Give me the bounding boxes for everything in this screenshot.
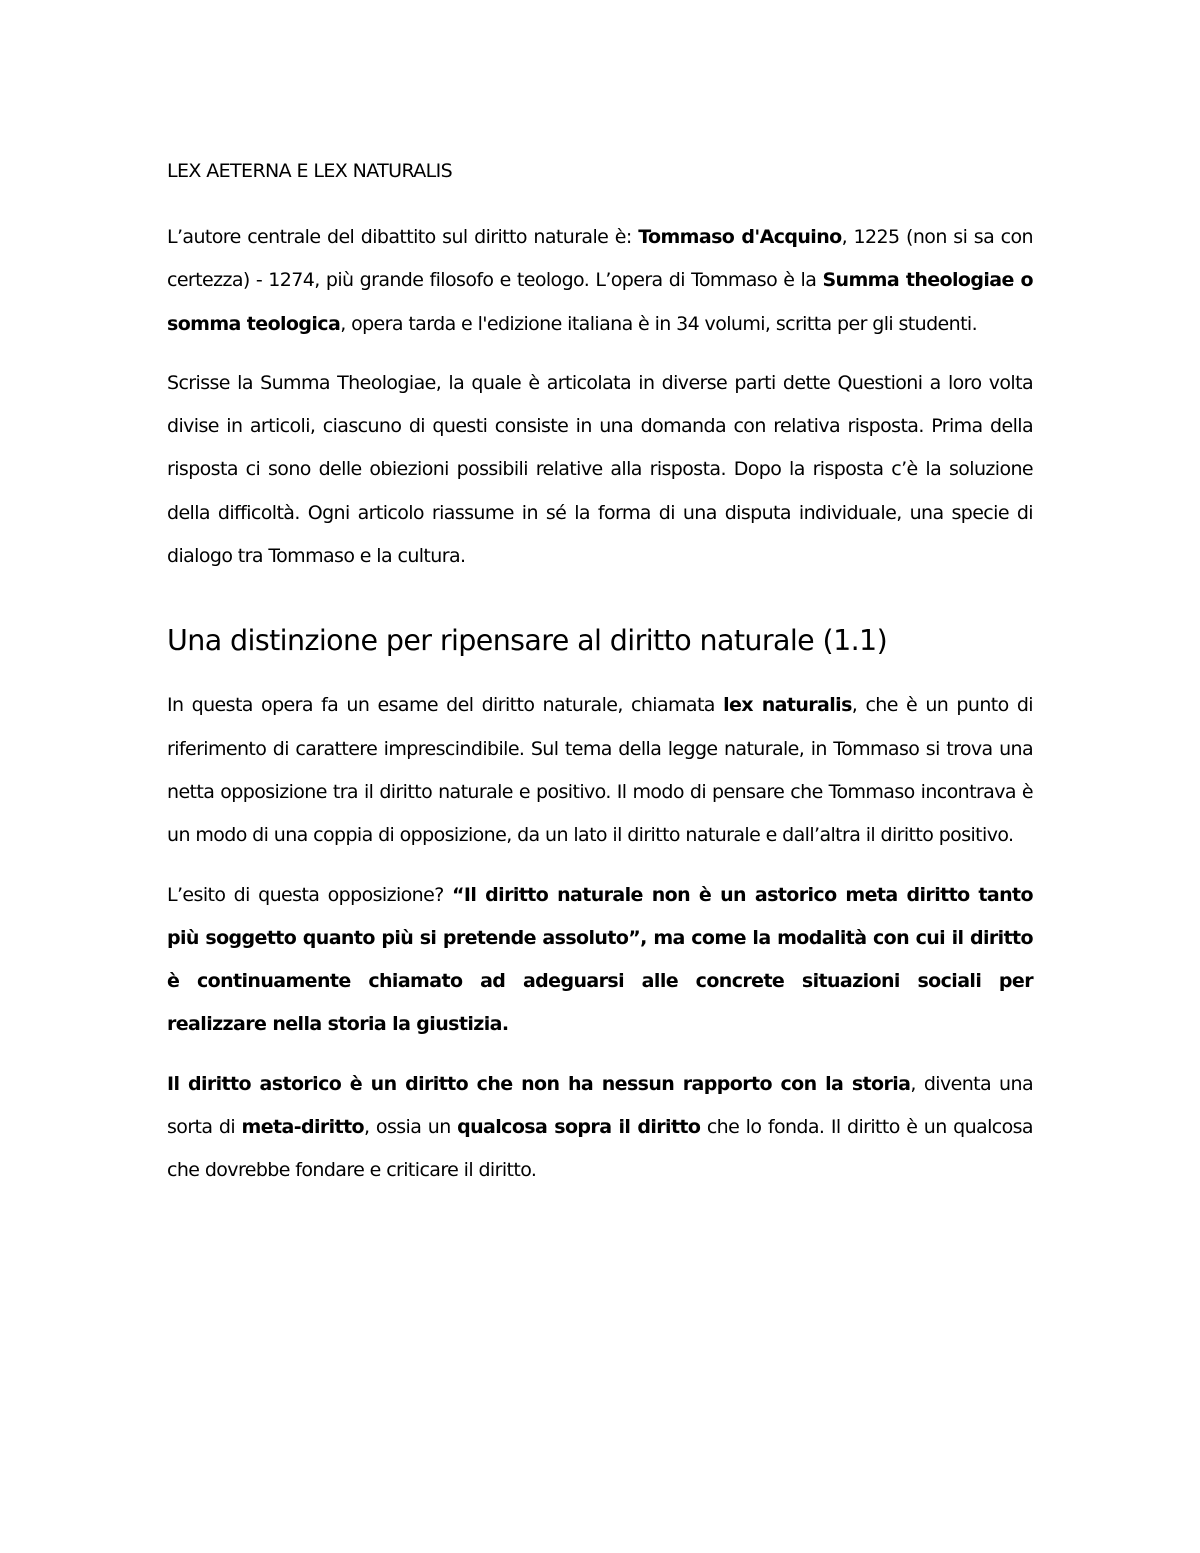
text-run: , diventa una sorta di [167,1072,1033,1139]
bold-text-run: Tommaso d'Acquino [638,226,842,248]
text-run: L’esito di questa opposizione? [167,883,453,906]
bold-text-run: “Il diritto naturale non è un astorico meta diritto tanto più soggetto quanto più si pretende assoluto”, ma come la modalità con cui il diritto è continuamente chiamato ad adeguarsi alle concrete situazioni sociali per realizzare nella storia la giustizia. [167,883,1033,1036]
text-run: che lo fonda. Il diritto è un qualcosa che dovrebbe fondare e criticare il diritto. [167,1116,1033,1182]
paragraph-opposizione [167,874,1033,1047]
paragraph-lex-naturalis [167,684,1033,857]
bold-text-run: Il diritto astorico è un diritto che non ha nessun rapporto con la storia [167,1072,911,1095]
text-run: , opera tarda e l'edizione italiana è in 34 volumi, scritta per gli studenti. [340,312,978,335]
bold-text-run: Summa theologiae o somma teologica [167,269,1034,335]
section-heading: Una distinzione per ripensare al diritto naturale (1.1) [167,624,888,658]
paragraph-summa-structure: Scrisse la Summa Theologiae, la quale è articolata in diverse parti dette Questioni a loro volta divise in articoli, ciascuno di questi consiste in una domanda con relativa risposta. Prima della risposta ci sono delle obiezioni possibili relative alla risposta. Dopo la risposta c’è la soluzione della difficoltà. Ogni articolo riassume in sé la forma di una disputa individuale, una specie di dialogo tra Tommaso e la cultura. [167,371,1033,568]
document-body [167,152,1033,1193]
document-title: LEX AETERNA E LEX NATURALIS [167,160,453,182]
bold-text-run: qualcosa sopra il diritto [457,1116,701,1139]
text-run: , 1225 (non si sa con certezza) - 1274, più grande filosofo e teologo. L’opera di Tommaso è la [167,226,1033,292]
text-run: L’autore centrale del dibattito sul diritto naturale è: [167,226,639,248]
paragraph-diritto-astorico [167,1063,1033,1193]
bold-text-run: meta-diritto [241,1116,365,1139]
bold-text-run: lex naturalis [723,694,852,717]
text-run: , ossia un [364,1116,458,1139]
paragraph-tommaso-intro [167,216,1033,346]
text-run: , che è un punto di riferimento di carattere imprescindibile. Sul tema della legge naturale, in Tommaso si trova una netta opposizione tra il diritto naturale e positivo. Il modo di pensare che Tommaso incontrava è un modo di una coppia di opposizione, da un lato il diritto naturale e dall’altra il diritto positivo. [167,694,1033,847]
text-run: In questa opera fa un esame del diritto naturale, chiamata [167,694,724,717]
